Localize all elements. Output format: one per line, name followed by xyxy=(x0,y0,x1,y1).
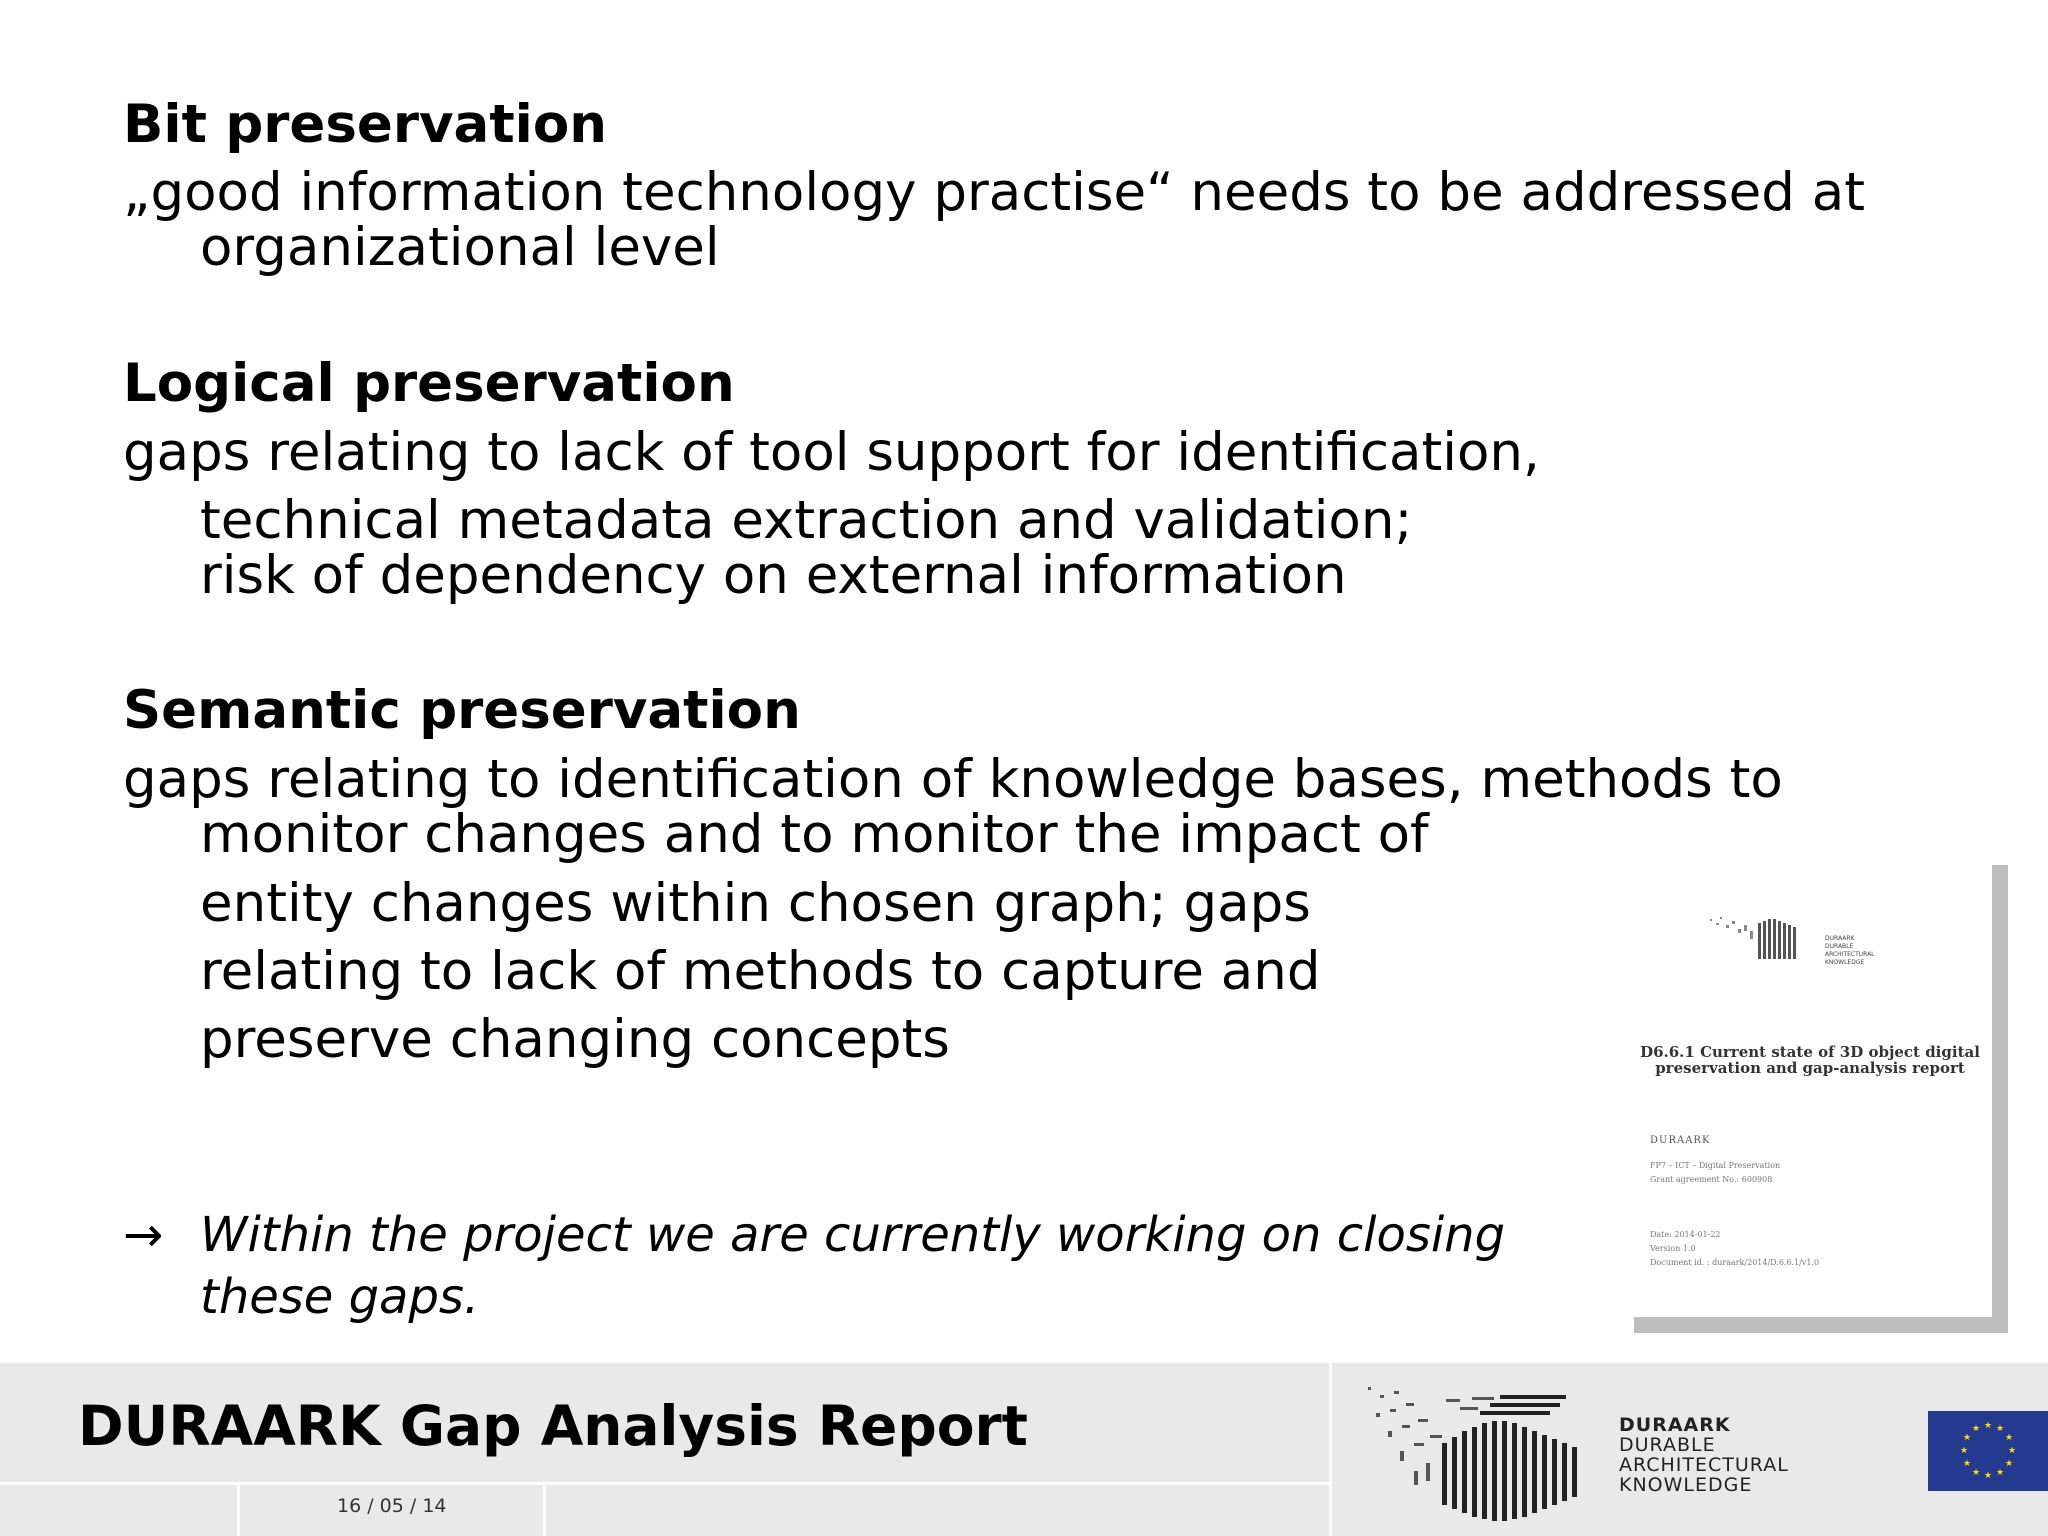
footer-brand-line-architectural: ARCHITECTURAL xyxy=(1619,1454,1789,1476)
thumbnail-meta-docid: Document id. : duraark/2014/D.6.6.1/v1.0 xyxy=(1650,1258,1820,1267)
thumbnail-brand: DURAARK DURABLE ARCHITECTURAL KNOWLEDGE xyxy=(1825,935,1875,966)
logical-line-2: technical metadata extraction and validation; xyxy=(200,490,1413,551)
semantic-line-5: preserve changing concepts xyxy=(200,1009,950,1070)
svg-text:★: ★ xyxy=(1983,1471,1993,1481)
thumbnail-meta-date: Date: 2014-01-22 xyxy=(1650,1230,1721,1239)
svg-text:★: ★ xyxy=(1962,1459,1972,1469)
semantic-line-2: monitor changes and to monitor the impact of xyxy=(200,804,1429,865)
svg-text:★: ★ xyxy=(1971,1468,1981,1478)
svg-text:★: ★ xyxy=(1995,1468,2005,1478)
svg-text:★: ★ xyxy=(1959,1446,1969,1456)
svg-text:★: ★ xyxy=(1962,1433,1972,1443)
conclusion-line-2: these gaps. xyxy=(200,1269,480,1325)
footer xyxy=(0,1363,2048,1536)
bit-line-1: „good information technology practise“ needs to be addressed at xyxy=(123,162,1866,223)
section-title-bit: Bit preservation xyxy=(123,94,607,155)
svg-text:★: ★ xyxy=(1971,1424,1981,1434)
section-title-logical: Logical preservation xyxy=(123,353,735,414)
bit-line-2: organizational level xyxy=(200,217,720,278)
logical-line-3: risk of dependency on external information xyxy=(200,545,1347,606)
thumbnail-org: DURAARK xyxy=(1650,1135,1711,1146)
svg-text:★: ★ xyxy=(2004,1433,2014,1443)
footer-brand xyxy=(1619,1415,1789,1495)
svg-text:★: ★ xyxy=(2007,1446,2017,1456)
semantic-line-1: gaps relating to identification of knowledge bases, methods to xyxy=(123,749,1783,810)
footer-divider-horizontal xyxy=(0,1482,1329,1485)
thumbnail-meta-version: Version 1.0 xyxy=(1650,1244,1696,1253)
footer-divider-vertical-2 xyxy=(543,1485,546,1536)
report-thumbnail xyxy=(1620,851,1992,1317)
footer-divider-vertical-1 xyxy=(237,1485,240,1536)
footer-divider-vertical-main xyxy=(1329,1363,1332,1536)
section-title-semantic: Semantic preservation xyxy=(123,680,801,741)
eu-flag-icon xyxy=(1928,1411,2048,1491)
footer-brand-line-durable: DURABLE xyxy=(1619,1434,1716,1456)
semantic-line-4: relating to lack of methods to capture and xyxy=(200,941,1321,1002)
svg-text:★: ★ xyxy=(1983,1421,1993,1431)
footer-date: 16 / 05 / 14 xyxy=(337,1495,447,1517)
thumbnail-meta-grant: Grant agreement No.: 600908 xyxy=(1650,1175,1773,1184)
svg-text:★: ★ xyxy=(1995,1424,2005,1434)
arrow-right-icon: → xyxy=(123,1207,164,1263)
conclusion-line-1: Within the project we are currently working on closing xyxy=(200,1207,1506,1263)
duraark-logo-icon xyxy=(1708,913,1808,967)
semantic-line-3: entity changes within chosen graph; gaps xyxy=(200,873,1311,934)
svg-text:★: ★ xyxy=(2004,1459,2014,1469)
logical-line-1: gaps relating to lack of tool support for identification, xyxy=(123,422,1540,483)
footer-title: DURAARK Gap Analysis Report xyxy=(78,1394,1028,1458)
duraark-cube-logo-icon xyxy=(1360,1373,1600,1533)
thumbnail-meta-program: FP7 – ICT – Digital Preservation xyxy=(1650,1161,1781,1170)
thumbnail-title: D6.6.1 Current state of 3D object digital preservation and gap-analysis report xyxy=(1640,1043,1980,1077)
footer-brand-name: DURAARK xyxy=(1619,1414,1731,1436)
footer-brand-line-knowledge: KNOWLEDGE xyxy=(1619,1474,1753,1496)
footer-left-panel xyxy=(0,1363,1329,1536)
